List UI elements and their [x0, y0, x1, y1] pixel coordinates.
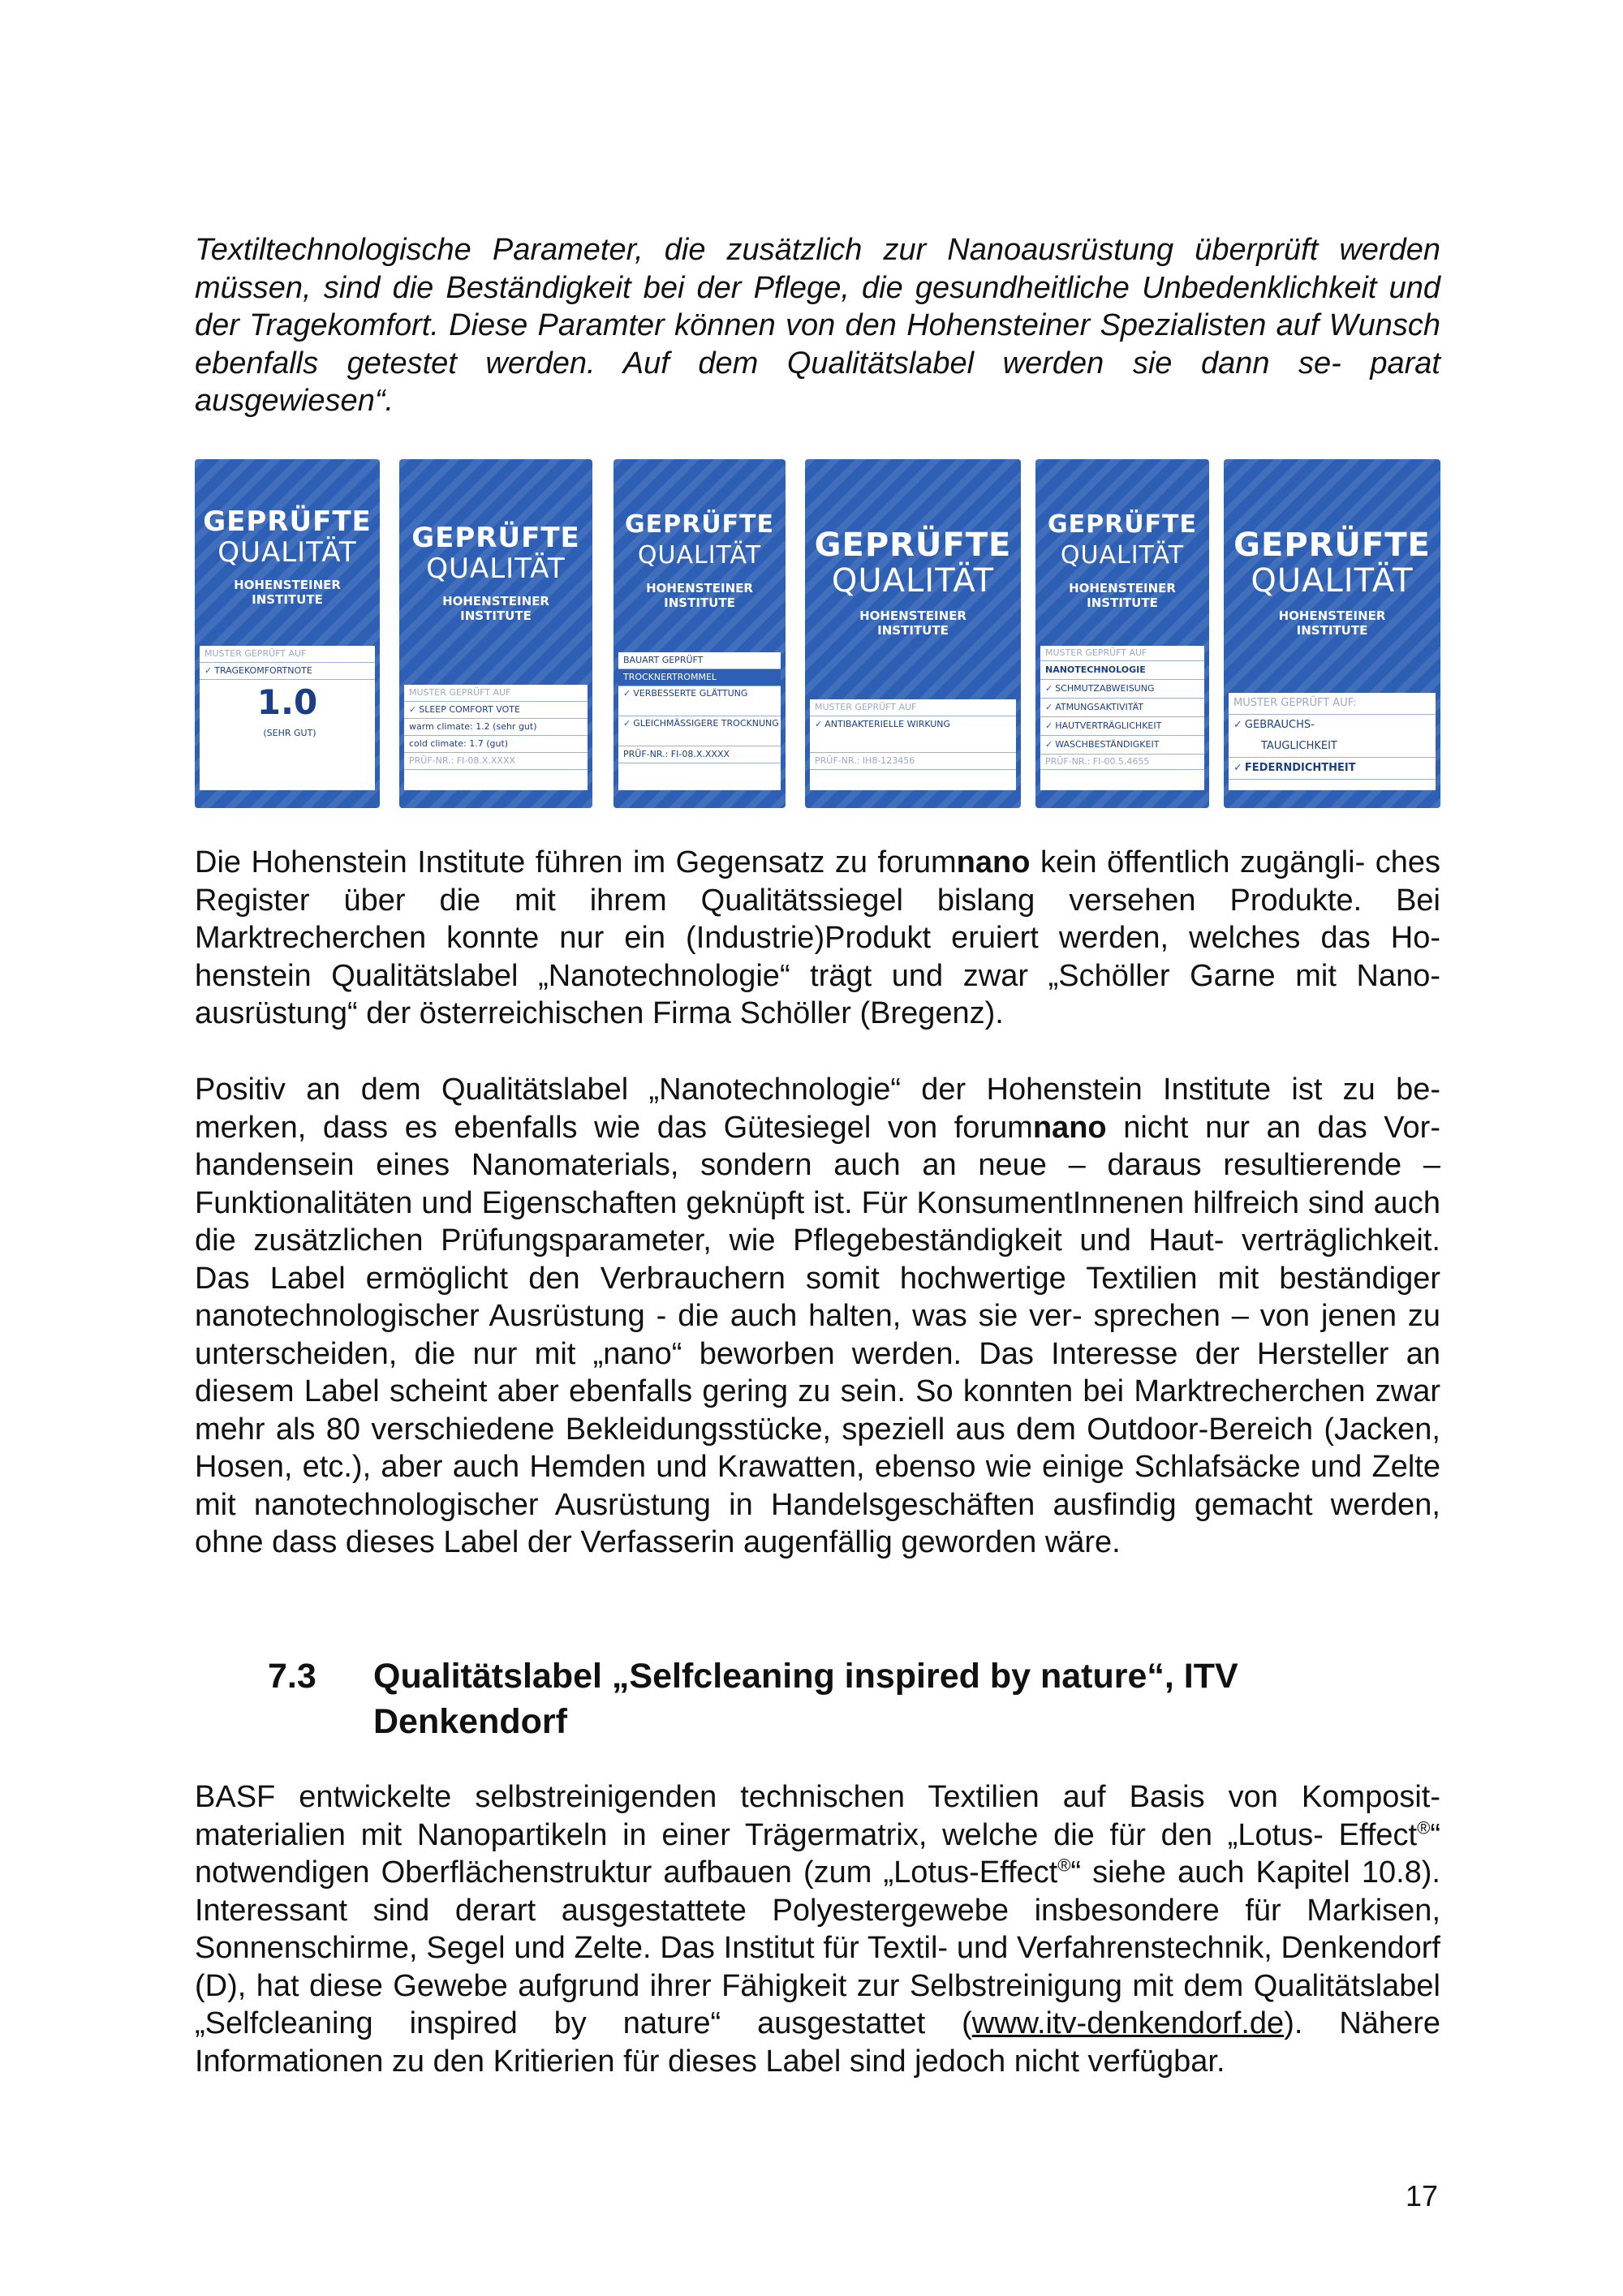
paragraph-text — [195, 844, 1440, 1033]
label-header — [195, 506, 380, 607]
section-title — [373, 1653, 1428, 1744]
label-line2: QUALITÄT — [1060, 541, 1185, 570]
label-row: MUSTER GEPRÜFT AUF — [1040, 646, 1204, 661]
paragraph-text — [195, 1071, 1440, 1562]
label-line2: QUALITÄT — [426, 553, 566, 585]
label-institute-2: INSTITUTE — [664, 595, 735, 610]
text-run: Positiv an dem Qualitätslabel „Nanotechnologie“ der Hohenstein Institute ist zu be- merken, dass es ebenfalls wie das Gütesiegel von forum — [195, 1073, 1440, 1145]
quality-label-3 — [613, 459, 786, 808]
label-institute-2: INSTITUTE — [1296, 623, 1368, 638]
label-institute-2: INSTITUTE — [252, 592, 323, 607]
label-grade: 1.0 — [256, 682, 318, 722]
label-header — [1224, 527, 1440, 638]
label-row: PRÜF-NR.: FI-00.5.4655 — [1040, 755, 1204, 770]
label-line1: GEPRÜFTE — [411, 522, 580, 554]
paragraph-hohenstein-register — [195, 844, 1440, 1033]
quality-label-5 — [1035, 459, 1209, 808]
page-number: 17 — [1406, 2179, 1439, 2212]
label-institute-2: INSTITUTE — [460, 608, 532, 623]
label-institute-2: INSTITUTE — [1087, 595, 1158, 610]
registered-mark: ® — [1057, 1855, 1071, 1876]
bold-nano: nano — [956, 845, 1031, 879]
quality-label-4 — [805, 459, 1021, 808]
quality-label-2 — [399, 459, 592, 808]
label-line2: QUALITÄT — [1251, 562, 1414, 600]
label-test-box — [1040, 646, 1204, 790]
label-line1: GEPRÜFTE — [624, 510, 774, 539]
intro-paragraph-text: Textiltechnologische Parameter, die zusätzlich zur Nanoausrüstung überprüft werden müssen, sind die Beständigkeit bei der Pflege, die gesundheitliche Unbedenklichkeit und der Tragekomfort. Diese Paramter können von den Hohensteiner Spezialisten auf Wunsch ebenfalls getestet werden. Auf dem Qualitätslabel werden sie dann se- parat ausgewiesen“. — [195, 233, 1440, 418]
label-line1: GEPRÜFTE — [1047, 510, 1197, 539]
label-institute: HOHENSTEINER — [442, 594, 549, 608]
itv-denkendorf-link[interactable]: www.itv-denkendorf.de — [971, 2006, 1285, 2040]
quality-label-1 — [195, 459, 380, 808]
label-grade-note: (SEHR GUT) — [263, 728, 316, 738]
label-test-box — [810, 699, 1016, 790]
text-run: Die Hohenstein Institute führen im Gegensatz zu forum — [195, 845, 957, 879]
label-line1: GEPRÜFTE — [1233, 527, 1431, 564]
label-row: ✓ VERBESSERTE GLÄTTUNG — [618, 686, 781, 716]
text-run: “ siehe auch Kapitel 10.8). Interessant sind derart ausgestattete Polyestergewebe insbesondere für Markisen, Sonnenschirme, Segel und Zelte. Das Institut für Textil- und Verfahrenstechnik, Denkendorf (D), hat diese Gewebe aufgrund ihrer Fähigkeit zur Selbstreinigung mit dem Qualitätslabel „Selfcleaning inspired by nature“ ausgestattet ( — [195, 1855, 1440, 2040]
label-row: ✓ SLEEP COMFORT VOTE — [404, 702, 588, 719]
label-row: TROCKNERTROMMEL — [618, 669, 781, 686]
label-test-box — [1229, 693, 1436, 790]
label-line2: QUALITÄT — [637, 541, 762, 570]
section-title-line2: Denkendorf — [373, 1702, 567, 1741]
label-row: NANOTECHNOLOGIE — [1040, 661, 1204, 680]
label-header — [613, 510, 786, 610]
quality-labels-figure — [195, 459, 1440, 808]
label-institute-2: INSTITUTE — [877, 623, 949, 638]
label-institute: HOHENSTEINER — [1278, 608, 1386, 623]
label-row: MUSTER GEPRÜFT AUF: — [1229, 693, 1436, 715]
paragraph-basf-selfcleaning — [195, 1778, 1440, 2080]
label-line1: GEPRÜFTE — [814, 527, 1012, 564]
bold-nano: nano — [1032, 1110, 1107, 1145]
label-test-box — [618, 652, 781, 790]
text-run: BASF entwickelte selbstreinigenden technischen Textilien auf Basis von Komposit- materialien mit Nanopartikeln in einer Trägermatrix, welche die für den „Lotus- Effect — [195, 1780, 1440, 1852]
label-row: MUSTER GEPRÜFT AUF — [404, 685, 588, 702]
label-row: ✓ FEDERNDICHTHEIT — [1229, 758, 1436, 780]
label-row: ✓ WASCHBESTÄNDIGKEIT — [1040, 736, 1204, 755]
label-row: ✓ SCHMUTZABWEISUNG — [1040, 680, 1204, 699]
section-number: 7.3 — [268, 1657, 316, 1696]
label-row: ✓ GEBRAUCHS- — [1229, 715, 1436, 736]
label-header — [805, 527, 1021, 638]
label-institute: HOHENSTEINER — [859, 608, 966, 623]
quality-label-6 — [1224, 459, 1440, 808]
text-run: kein öffentlich zugängli- ches Register über die mit ihrem Qualitätssiegel bislang versehen Produkte. Bei Marktrecherchen konnte nur ein (Industrie)Produkt eruiert werden, welches das Ho- henstein Qualitätslabel „Nanotechnologie“ trägt und zwar „Schöller Garne mit Nano- ausrüstung“ der österreichischen Firma Schöller (Bregenz). — [195, 845, 1441, 1030]
label-line1: GEPRÜFTE — [203, 505, 372, 538]
intro-paragraph — [195, 231, 1440, 420]
label-line2: QUALITÄT — [217, 536, 357, 569]
label-institute: HOHENSTEINER — [234, 578, 341, 592]
label-row: ✓ ATMUNGSAKTIVITÄT — [1040, 699, 1204, 717]
label-row: MUSTER GEPRÜFT AUF — [200, 646, 375, 663]
label-row: PRÜF-NR.: FI-08.X.XXXX — [404, 753, 588, 770]
label-row: PRÜF-NR.: FI-08.X.XXXX — [618, 746, 781, 763]
paragraph-positive-aspects — [195, 1071, 1440, 1562]
text-run: “ notwendigen Oberflächenstruktur aufbauen (zum „Lotus-Effect — [195, 1817, 1440, 1890]
label-institute: HOHENSTEINER — [646, 581, 753, 595]
label-row: TAUGLICHKEIT — [1229, 736, 1436, 758]
label-institute: HOHENSTEINER — [1069, 581, 1176, 595]
label-row: PRÜF-NR.: IH8-123456 — [810, 753, 1016, 770]
section-title-line1: Qualitätslabel „Selfcleaning inspired by nature“, ITV — [373, 1657, 1238, 1696]
text-run: nicht nur an das Vor- handensein eines Nanomaterials, sondern auch an neue – daraus resultierende – Funktionalitäten und Eigenschaften geknüpft ist. Für KonsumentInnenen hilfreich sind auch die zusätzlichen Prüfungsparameter, wie Pflegebeständigkeit und Haut- verträglichkeit. Das Label ermöglicht den Verbrauchern somit hochwertige Textilien mit beständiger nanotechnologischer Ausrüstung - die auch halten, was sie ver- sprechen – von jenen zu unterscheiden, die nur mit „nano“ beworben werden. Das Interesse der Hersteller an diesem Label scheint aber ebenfalls gering zu sein. So konnten bei Marktrecherchen zwar mehr als 80 verschiedene Bekleidungsstücke, speziell aus dem Outdoor-Bereich (Jacken, Hosen, etc.), aber auch Hemden und Krawatten, ebenso wie einige Schlafsäcke und Zelte mit nanotechnologischer Ausrüstung in Handelsgeschäften ausfindig gemacht werden, ohne dass dieses Label der Verfasserin augenfällig geworden wäre. — [195, 1110, 1440, 1559]
label-row: ✓ ANTIBAKTERIELLE WIRKUNG — [810, 716, 1016, 753]
registered-mark: ® — [1417, 1817, 1431, 1838]
label-header — [399, 522, 592, 623]
label-row: ✓ TRAGEKOMFORTNOTE — [200, 663, 375, 680]
label-row: MUSTER GEPRÜFT AUF — [810, 699, 1016, 716]
label-row: warm climate: 1.2 (sehr gut) — [404, 719, 588, 736]
label-row: ✓ GLEICHMÄSSIGERE TROCKNUNG — [618, 716, 781, 746]
text-run: ). Nähere Informationen zu den Kritierien für dieses Label sind jedoch nicht verfügbar. — [195, 2006, 1440, 2079]
label-row: ✓ HAUTVERTRÄGLICHKEIT — [1040, 717, 1204, 736]
label-header — [1035, 510, 1209, 610]
label-test-box — [404, 685, 588, 790]
label-test-box — [200, 646, 375, 790]
label-row: cold climate: 1.7 (gut) — [404, 736, 588, 753]
label-row: BAUART GEPRÜFT — [618, 652, 781, 669]
paragraph-text — [195, 1778, 1440, 2080]
label-line2: QUALITÄT — [831, 562, 995, 600]
